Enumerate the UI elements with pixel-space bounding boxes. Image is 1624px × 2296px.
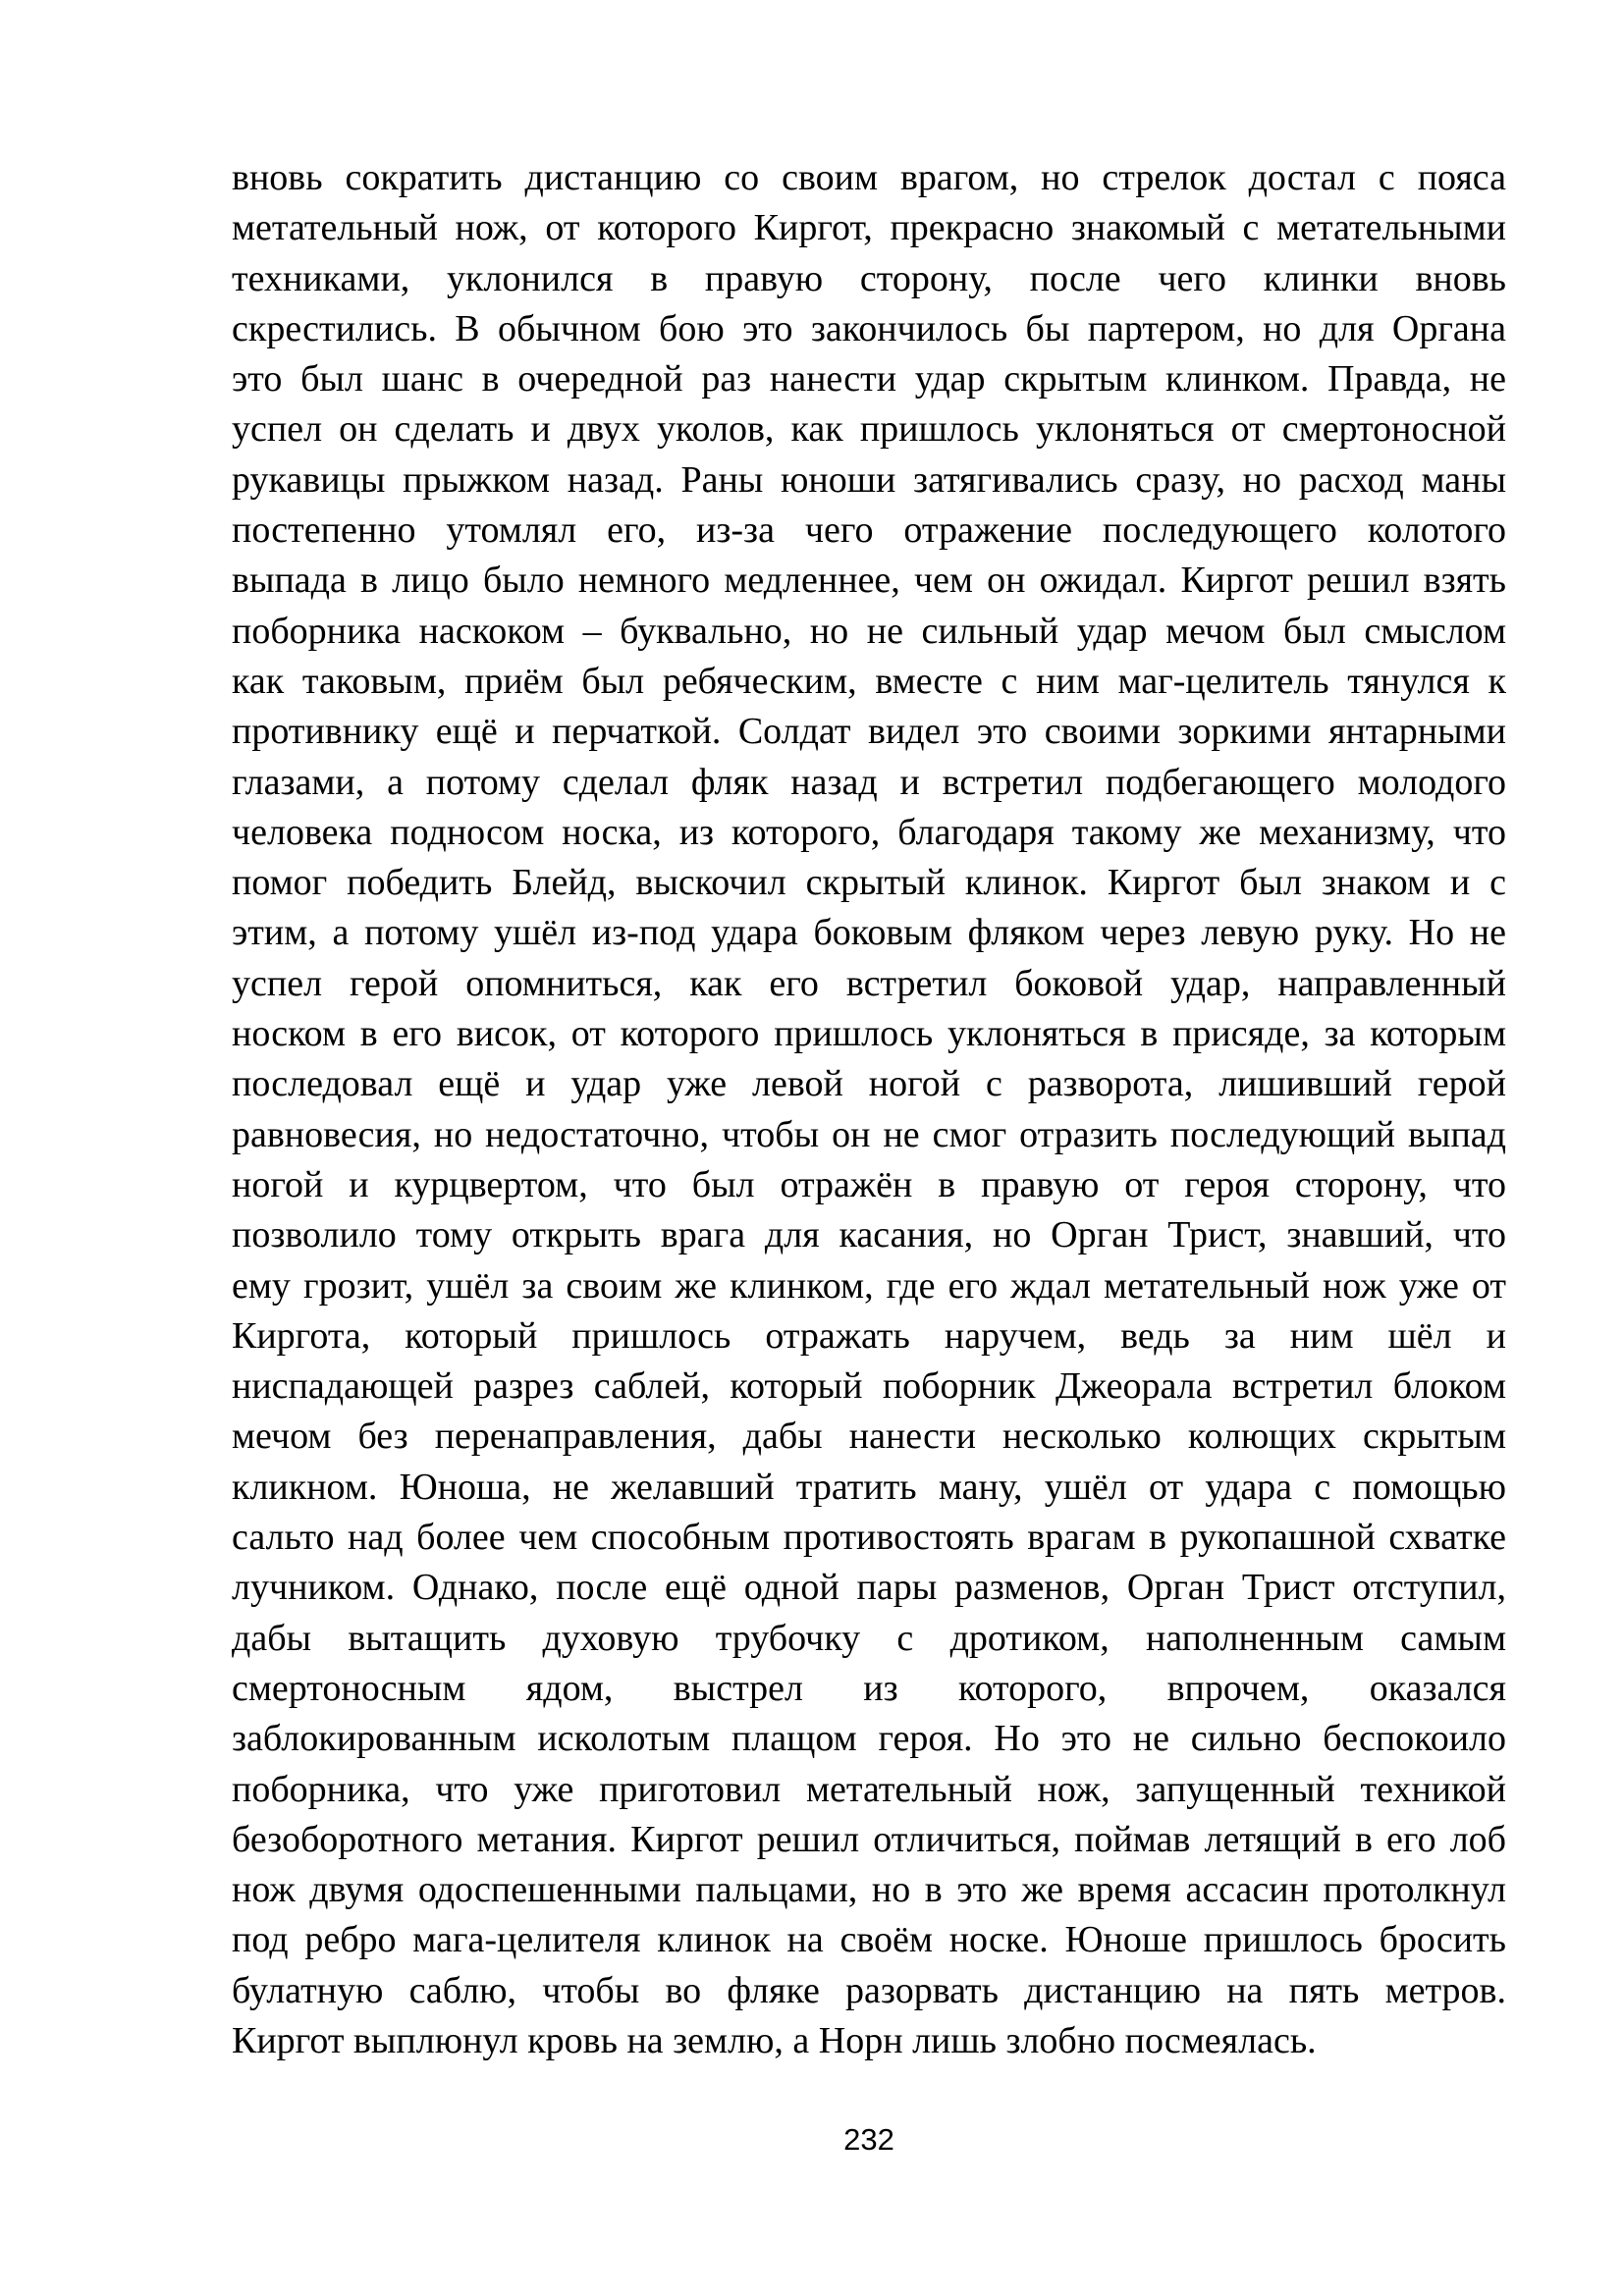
body-line: лучником. Однако, после ещё одной пары разменов, Орган Трист отступил, — [232, 1567, 1506, 1609]
body-line: успел он сделать и двух уколов, как пришлось уклоняться от смертоносной — [232, 408, 1506, 451]
body-line: безоборотного метания. Киргот решил отличиться, поймав летящий в его лоб — [232, 1818, 1506, 1860]
body-line: успел герой опомниться, как его встретил боковой удар, направленный — [232, 962, 1506, 1004]
body-line: выпада в лицо было немного медленнее, чем он ожидал. Киргот решил взять — [232, 560, 1506, 602]
body-line: глазами, а потому сделал фляк назад и встретил подбегающего молодого — [232, 761, 1506, 803]
body-line: ниспадающей разрез саблей, который поборник Джеорала встретил блоком — [232, 1365, 1506, 1408]
body-line: человека подносом носка, из которого, благодаря такому же механизму, что — [232, 811, 1506, 853]
body-line: булатную саблю, чтобы во фляке разорвать дистанцию на пять метров. — [232, 1969, 1506, 2011]
body-line: как таковым, приём был ребяческим, вместе с ним маг-целитель тянулся к — [232, 660, 1506, 702]
body-line: дабы вытащить духовую трубочку с дротиком, наполненным самым — [232, 1617, 1506, 1659]
body-line: равновесия, но недостаточно, чтобы он не смог отразить последующий выпад — [232, 1113, 1506, 1155]
body-line: заблокированным исколотым плащом героя. Но это не сильно беспокоило — [232, 1718, 1506, 1760]
body-line: рукавицы прыжком назад. Раны юноши затягивались сразу, но расход маны — [232, 458, 1506, 501]
body-line: смертоносным ядом, выстрел из которого, впрочем, оказался — [232, 1667, 1506, 1709]
body-line: Киргот выплюнул кровь на землю, а Норн лишь злобно посмеялась. — [232, 2019, 1317, 2061]
body-line: помог победить Блейд, выскочил скрытый клинок. Киргот был знаком и с — [232, 862, 1506, 904]
body-line: вновь сократить дистанцию со своим врагом, но стрелок достал с пояса — [232, 157, 1506, 198]
body-line: носком в его висок, от которого пришлось уклоняться в присяде, за которым — [232, 1013, 1506, 1055]
body-line: это был шанс в очередной раз нанести удар скрытым клинком. Правда, не — [232, 358, 1506, 400]
body-line: этим, а потому ушёл из-под удара боковым фляком через левую руку. Но не — [232, 912, 1506, 954]
body-line: под ребро мага-целителя клинок на своём носке. Юноше пришлось бросить — [232, 1919, 1506, 1961]
body-line: поборника наскоком – буквально, но не сильный удар мечом был смыслом — [232, 610, 1506, 652]
body-line: позволило тому открыть врага для касания, но Орган Трист, знавший, что — [232, 1214, 1506, 1256]
page-number: 232 — [843, 2122, 894, 2157]
body-line: мечом без перенаправления, дабы нанести несколько колющих скрытым — [232, 1415, 1506, 1458]
body-line: противнику ещё и перчаткой. Солдат видел это своими зоркими янтарными — [232, 711, 1506, 753]
body-line: ногой и курцвертом, что был отражён в правую от героя сторону, что — [232, 1163, 1506, 1205]
body-line: Киргота, который пришлось отражать наручем, ведь за ним шёл и — [232, 1314, 1506, 1357]
body-text — [232, 153, 1506, 2066]
body-line: кликном. Юноша, не желавший тратить ману, ушёл от удара с помощью — [232, 1466, 1506, 1508]
body-line: техниками, уклонился в правую сторону, после чего клинки вновь — [232, 257, 1506, 299]
body-line: поборника, что уже приготовил метательный нож, запущенный техникой — [232, 1768, 1506, 1810]
body-line: сальто над более чем способным противостоять врагам в рукопашной схватке — [232, 1517, 1506, 1559]
body-line: последовал ещё и удар уже левой ногой с разворота, лишивший герой — [232, 1063, 1506, 1105]
body-line: нож двумя одоспешенными пальцами, но в это же время ассасин протолкнул — [232, 1869, 1506, 1911]
body-line: ему грозит, ушёл за своим же клинком, где его ждал метательный нож уже от — [232, 1264, 1506, 1307]
body-line: постепенно утомлял его, из-за чего отражение последующего колотого — [232, 509, 1506, 552]
body-line: скрестились. В обычном бою это закончилось бы партером, но для Органа — [232, 307, 1506, 349]
body-line: метательный нож, от которого Киргот, прекрасно знакомый с метательными — [232, 207, 1506, 249]
